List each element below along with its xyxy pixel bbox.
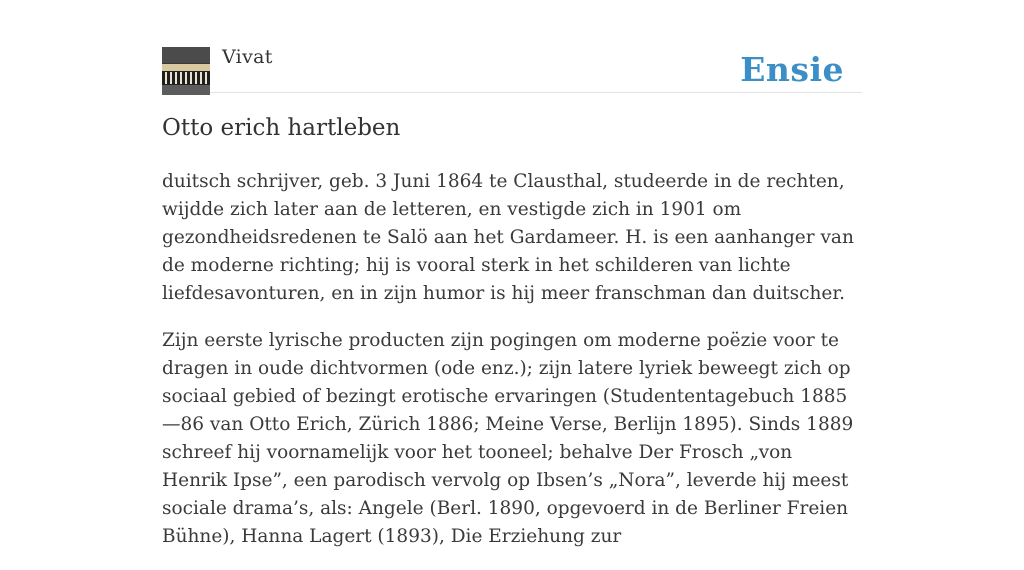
article-body	[162, 168, 862, 570]
brand-logo[interactable]: Ensie	[740, 50, 844, 89]
article-header	[162, 0, 862, 93]
page-title: Otto erich hartleben	[162, 115, 401, 141]
author-avatar[interactable]	[162, 47, 210, 95]
paragraph: duitsch schrijver, geb. 3 Juni 1864 te Clausthal, studeerde in de rechten, wijdde zich later aan de letteren, en vestigde zich in 1901 om gezondheidsredenen te Salö aan het Gardameer. H. is een aanhanger van de moderne richting; hij is vooral sterk in het schilderen van lichte liefdesavonturen, en in zijn humor is hij meer franschman dan duitscher.	[162, 171, 854, 304]
paragraph: Zijn eerste lyrische producten zijn pogingen om moderne poëzie voor te dragen in oude dichtvormen (ode enz.); zijn latere lyriek beweegt zich op sociaal gebied of bezingt erotische ervaringen (Studententagebuch 1885—86 van Otto Erich, Zürich 1886; Meine Verse, Berlijn 1895). Sinds 1889 schreef hij voornamelijk voor het tooneel; behalve Der Frosch „von Henrik Ipse”, een parodisch vervolg op Ibsen’s „Nora”, leverde hij meest sociale drama’s, als: Angele (Berl. 1890, opgevoerd in de Berliner Freien Bühne), Hanna Lagert (1893), Die Erziehung zur	[162, 330, 854, 547]
article-page	[162, 0, 862, 547]
book-stack-avatar-icon	[162, 47, 210, 95]
author-name[interactable]: Vivat	[222, 46, 273, 68]
